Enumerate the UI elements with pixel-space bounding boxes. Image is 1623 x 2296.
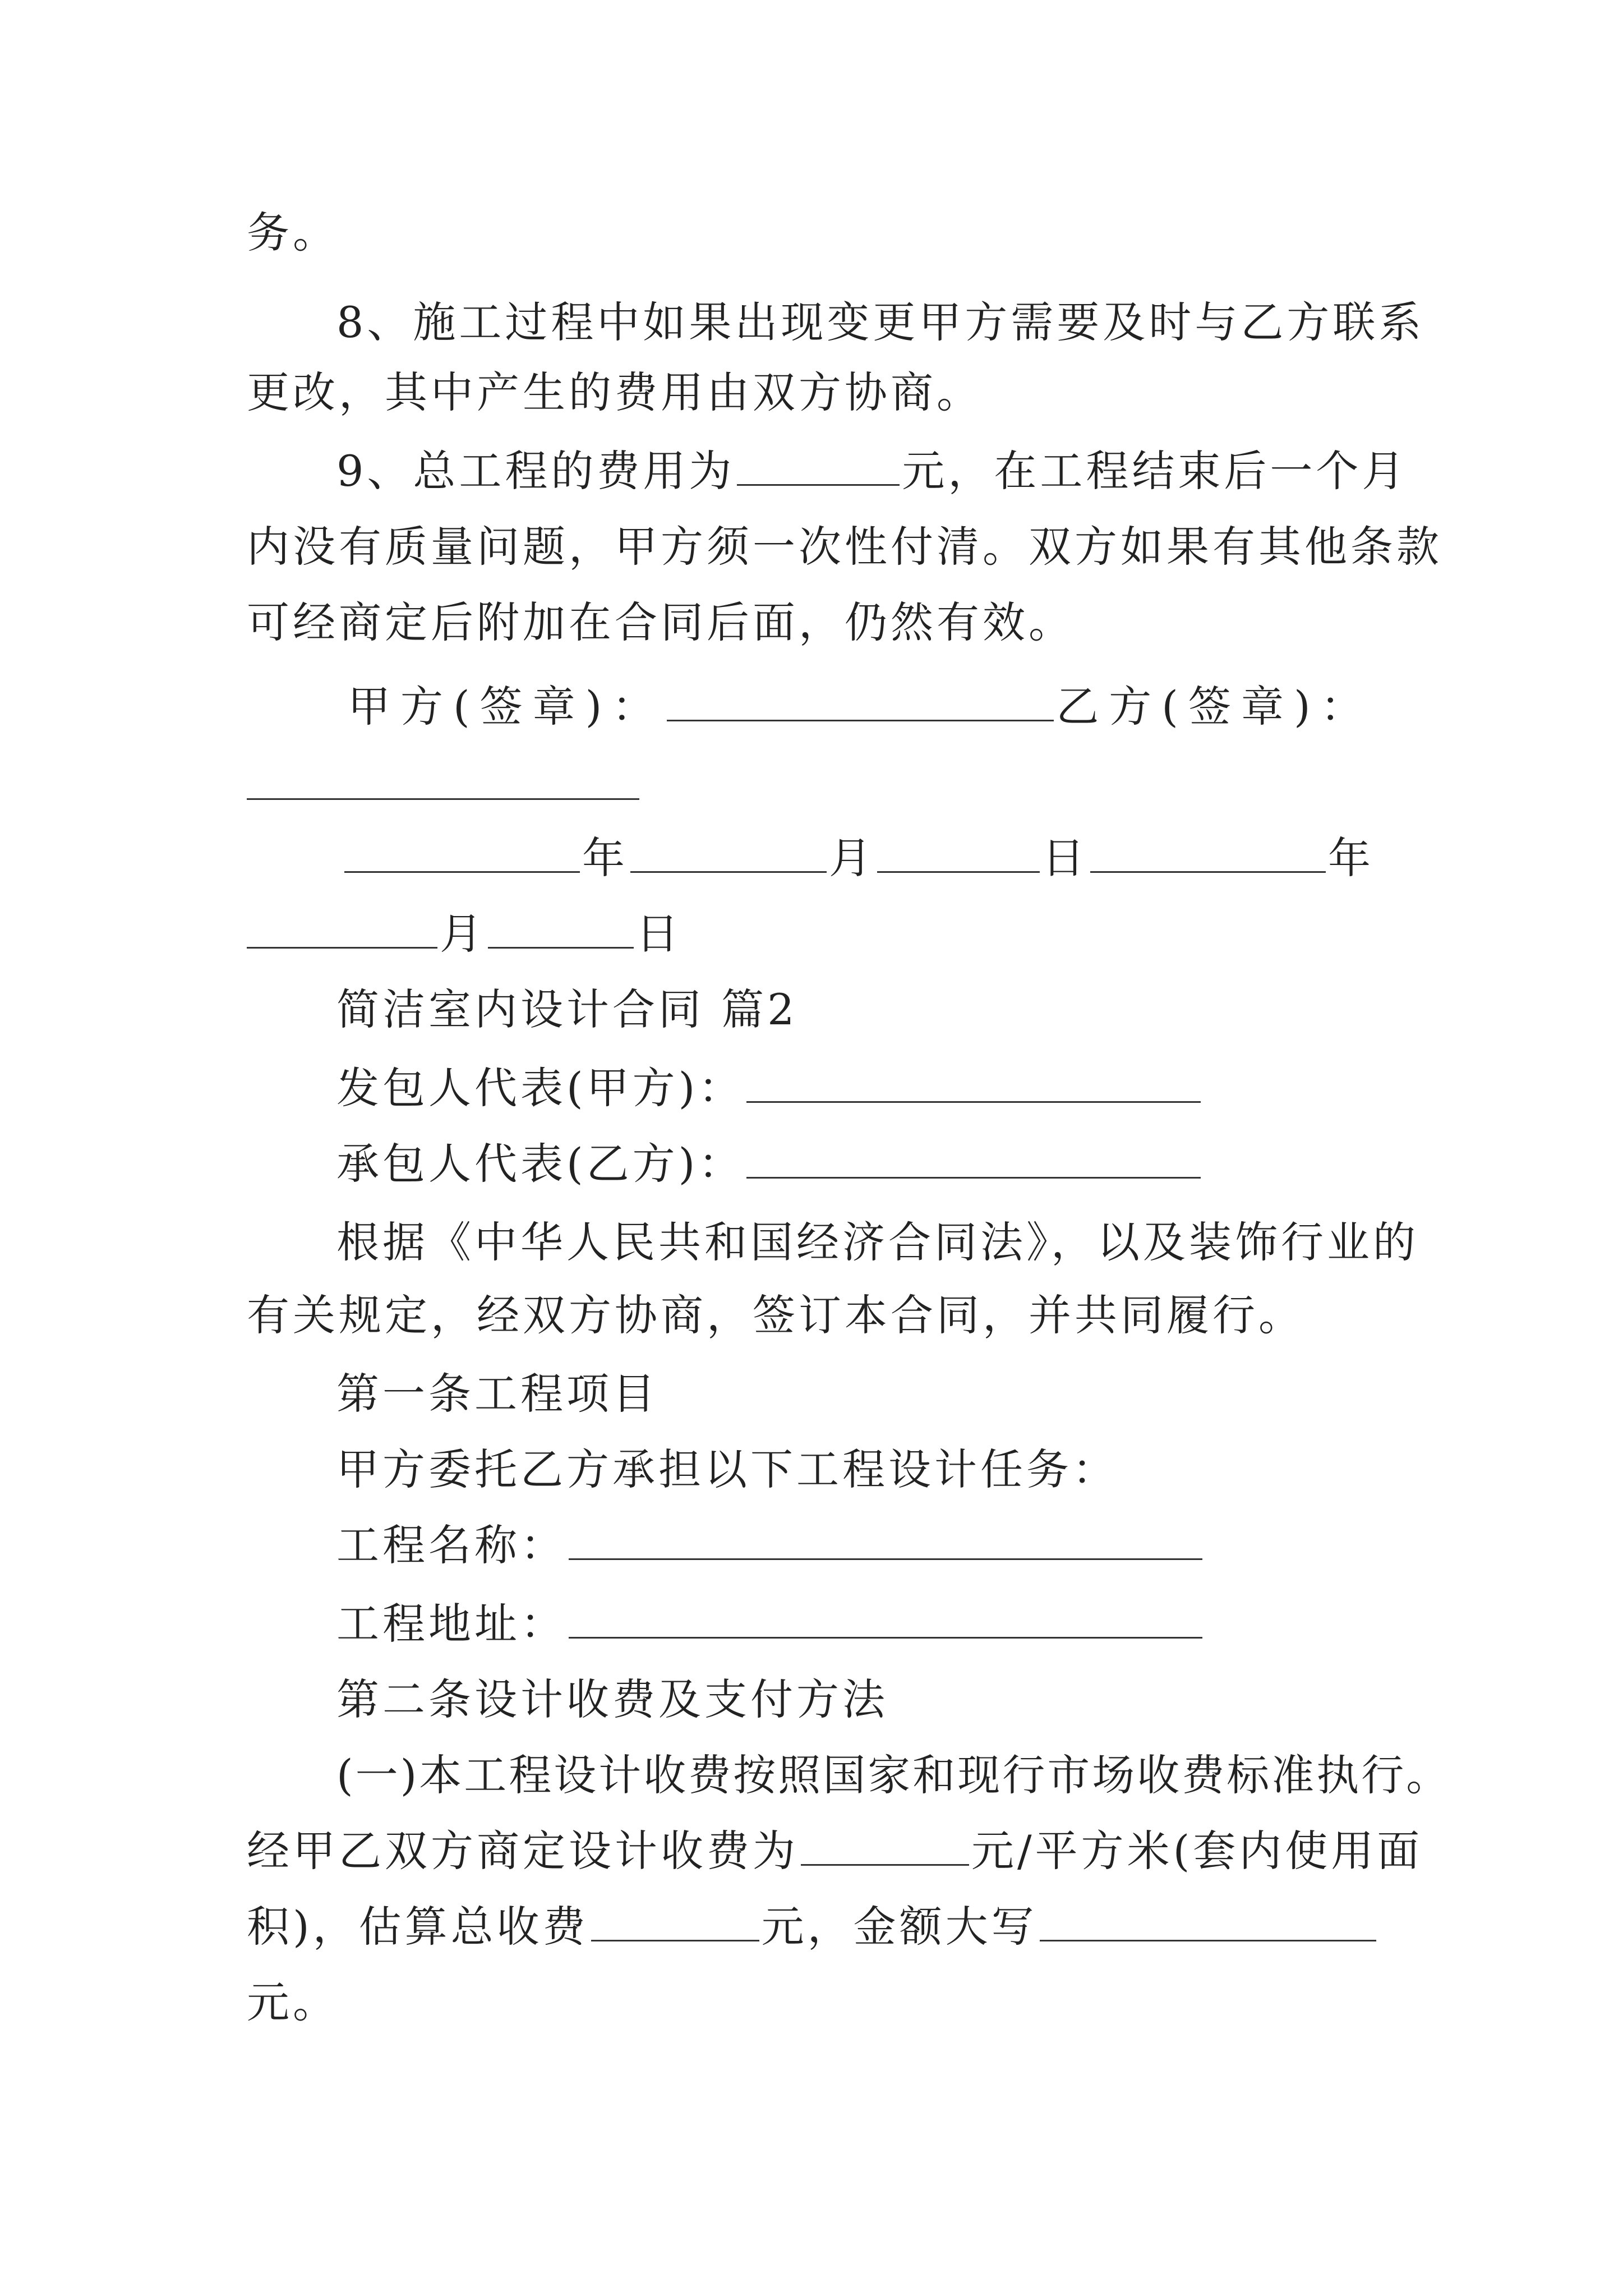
article-2-title bbox=[336, 1672, 1391, 1728]
article-1-text bbox=[336, 1442, 1391, 1498]
clause-8 bbox=[336, 295, 1425, 351]
fee-line bbox=[247, 1899, 1391, 1955]
fill-blank bbox=[801, 1825, 969, 1866]
date-blank bbox=[488, 908, 634, 949]
text-span: 9、总工程的费用为 bbox=[336, 446, 735, 496]
text-span: 更改，其中产生的费用由双方协商。 bbox=[247, 367, 983, 417]
signature-blank-line bbox=[247, 757, 1391, 813]
fill-blank bbox=[746, 1062, 1201, 1103]
text-span: 年 bbox=[1328, 833, 1374, 883]
text-span: 年 bbox=[582, 833, 628, 883]
text-line bbox=[247, 365, 1391, 421]
date-blank bbox=[247, 908, 437, 949]
text-line bbox=[247, 205, 1391, 261]
text-span: 第二条设计收费及支付方法 bbox=[336, 1674, 888, 1724]
project-name-line bbox=[336, 1517, 1391, 1573]
signature-line bbox=[348, 679, 1391, 735]
fill-blank bbox=[591, 1901, 759, 1941]
fill-blank bbox=[737, 445, 900, 486]
article-1-title bbox=[336, 1366, 1391, 1422]
fill-blank bbox=[569, 1598, 1202, 1639]
text-span: 日 bbox=[1042, 833, 1088, 883]
text-span: 有关规定，经双方协商，签订本合同，并共同履行。 bbox=[247, 1290, 1304, 1340]
date-line bbox=[247, 906, 1391, 962]
text-span: 可经商定后附加在合同后面，仍然有效。 bbox=[247, 597, 1075, 647]
paragraph-line bbox=[247, 1287, 1391, 1343]
text-line bbox=[247, 595, 1391, 651]
paragraph-line bbox=[336, 1214, 1419, 1271]
signature-blank bbox=[247, 759, 639, 800]
contractor-line bbox=[336, 1136, 1391, 1192]
text-span: 工程地址： bbox=[336, 1599, 566, 1649]
text-span: 甲方委托乙方承担以下工程设计任务： bbox=[336, 1444, 1118, 1494]
text-span: 简洁室内设计合同 篇2 bbox=[336, 984, 798, 1034]
clause-9 bbox=[336, 443, 1408, 499]
fill-blank bbox=[1040, 1901, 1376, 1941]
fill-blank bbox=[746, 1138, 1201, 1179]
text-span: 务。 bbox=[247, 208, 339, 257]
text-span: 第一条工程项目 bbox=[336, 1369, 658, 1419]
fee-line bbox=[247, 1975, 1391, 2031]
date-blank bbox=[630, 832, 827, 873]
text-span: 月 bbox=[440, 909, 486, 959]
issuer-line bbox=[336, 1060, 1391, 1116]
text-span: 发包人代表(甲方)： bbox=[336, 1063, 745, 1113]
text-span: 积)，估算总收费 bbox=[247, 1902, 589, 1952]
party-a-signature-label: 甲方(签章)： bbox=[348, 682, 665, 731]
text-span: 8、施工过程中如果出现变更甲方需要及时与乙方联系 bbox=[336, 297, 1425, 347]
date-blank bbox=[1090, 832, 1326, 873]
project-address-line bbox=[336, 1596, 1391, 1652]
text-span: 元，金额大写 bbox=[761, 1902, 1038, 1952]
fee-line bbox=[247, 1823, 1423, 1879]
fee-line bbox=[336, 1747, 1451, 1803]
date-blank bbox=[877, 832, 1040, 873]
text-span: (一)本工程设计收费按照国家和现行市场收费标准执行。 bbox=[336, 1750, 1451, 1800]
text-span: 日 bbox=[636, 909, 682, 959]
text-line bbox=[247, 519, 1442, 575]
text-span: 承包人代表(乙方)： bbox=[336, 1139, 745, 1189]
text-span: 月 bbox=[829, 833, 875, 883]
text-span: 元。 bbox=[247, 1977, 339, 2027]
text-span: 经甲乙双方商定设计收费为 bbox=[247, 1826, 799, 1876]
date-blank bbox=[344, 832, 580, 873]
text-span: 工程名称： bbox=[336, 1520, 566, 1570]
date-line bbox=[342, 830, 1391, 886]
fill-blank bbox=[569, 1519, 1202, 1560]
text-span: 内没有质量问题，甲方须一次性付清。双方如果有其他条款 bbox=[247, 522, 1442, 572]
section-title bbox=[336, 982, 1391, 1038]
signature-blank bbox=[667, 680, 1054, 721]
party-b-signature-label: 乙方(签章)： bbox=[1056, 682, 1373, 731]
text-span: 元，在工程结束后一个月 bbox=[902, 446, 1408, 496]
text-span: 根据《中华人民共和国经济合同法》，以及装饰行业的 bbox=[336, 1217, 1419, 1267]
text-span: 元/平方米(套内使用面 bbox=[971, 1826, 1423, 1876]
